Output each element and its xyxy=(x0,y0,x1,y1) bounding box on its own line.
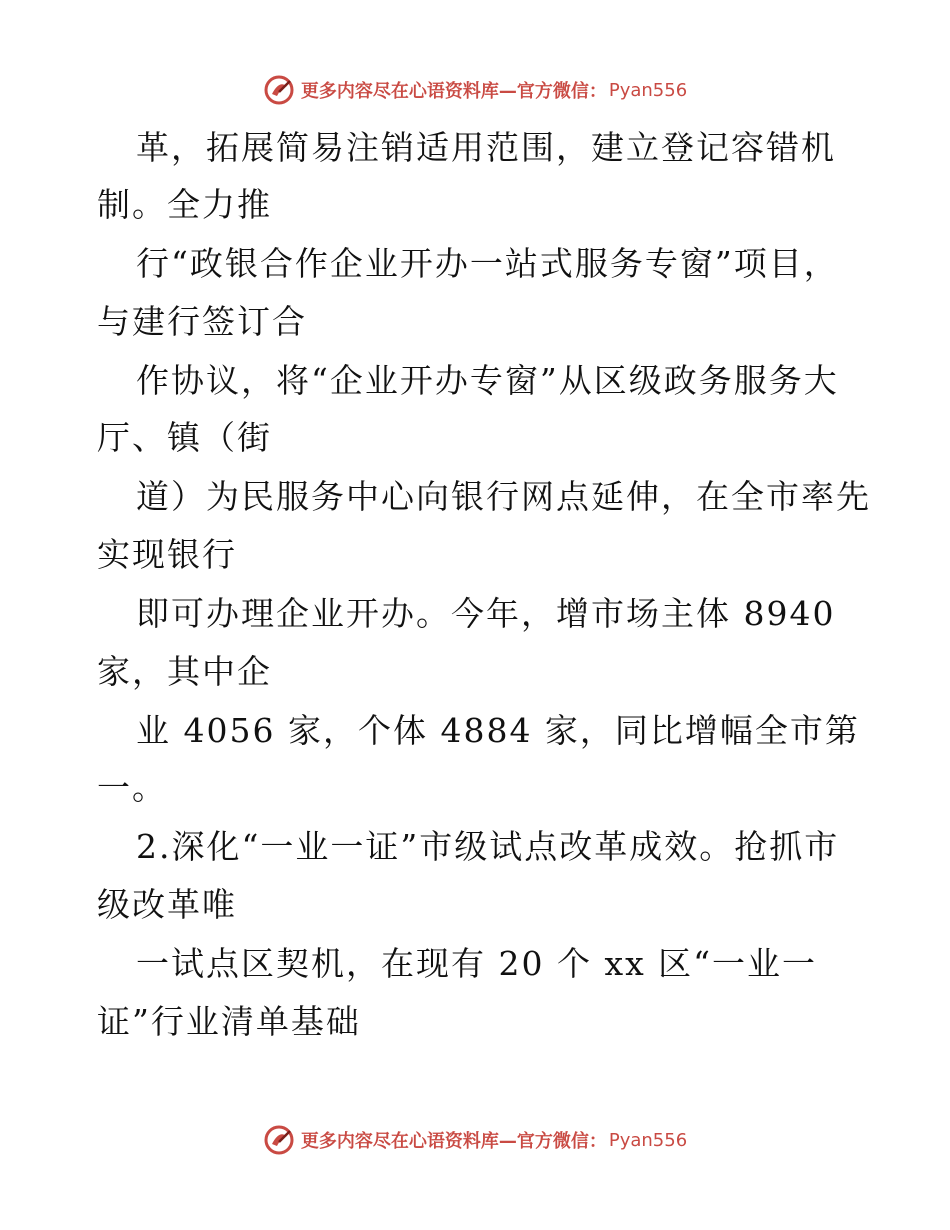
body-line: 2.深化“一业一证”市级试点改革成效。抢抓市 xyxy=(136,827,840,866)
body-line: 家，其中企 xyxy=(97,652,272,691)
body-line: 一试点区契机，在现有 20 个 xx 区“一业一 xyxy=(136,944,818,983)
body-line: 即可办理企业开办。今年，增市场主体 8940 xyxy=(136,594,836,633)
logo-icon xyxy=(263,74,295,106)
watermark-id: Pyan556 xyxy=(608,1129,688,1151)
body-line: 一。 xyxy=(97,768,167,807)
body-line: 制。全力推 xyxy=(97,185,272,224)
logo-icon xyxy=(263,1124,295,1156)
body-line: 业 4056 家，个体 4884 家，同比增幅全市第 xyxy=(136,711,860,750)
watermark-text: 更多内容尽在心语资料库—官方微信： xyxy=(300,81,607,102)
body-line: 实现银行 xyxy=(97,535,237,574)
body-line: 厅、镇（街 xyxy=(97,418,272,457)
body-line: 道）为民服务中心向银行网点延伸，在全市率先 xyxy=(136,477,871,516)
header-watermark xyxy=(0,70,950,110)
watermark-text: 更多内容尽在心语资料库—官方微信： xyxy=(300,1131,607,1152)
body-line: 作协议，将“企业开办专窗”从区级政务服务大 xyxy=(136,361,839,400)
body-line: 证”行业清单基础 xyxy=(97,1002,361,1041)
footer-watermark xyxy=(0,1120,950,1160)
watermark-id: Pyan556 xyxy=(608,79,688,101)
body-line: 行“政银合作企业开办一站式服务专窗”项目， xyxy=(136,244,839,283)
body-line: 级改革唯 xyxy=(97,885,237,924)
body-line: 革，拓展简易注销适用范围，建立登记容错机 xyxy=(136,128,836,167)
body-line: 与建行签订合 xyxy=(97,302,307,341)
